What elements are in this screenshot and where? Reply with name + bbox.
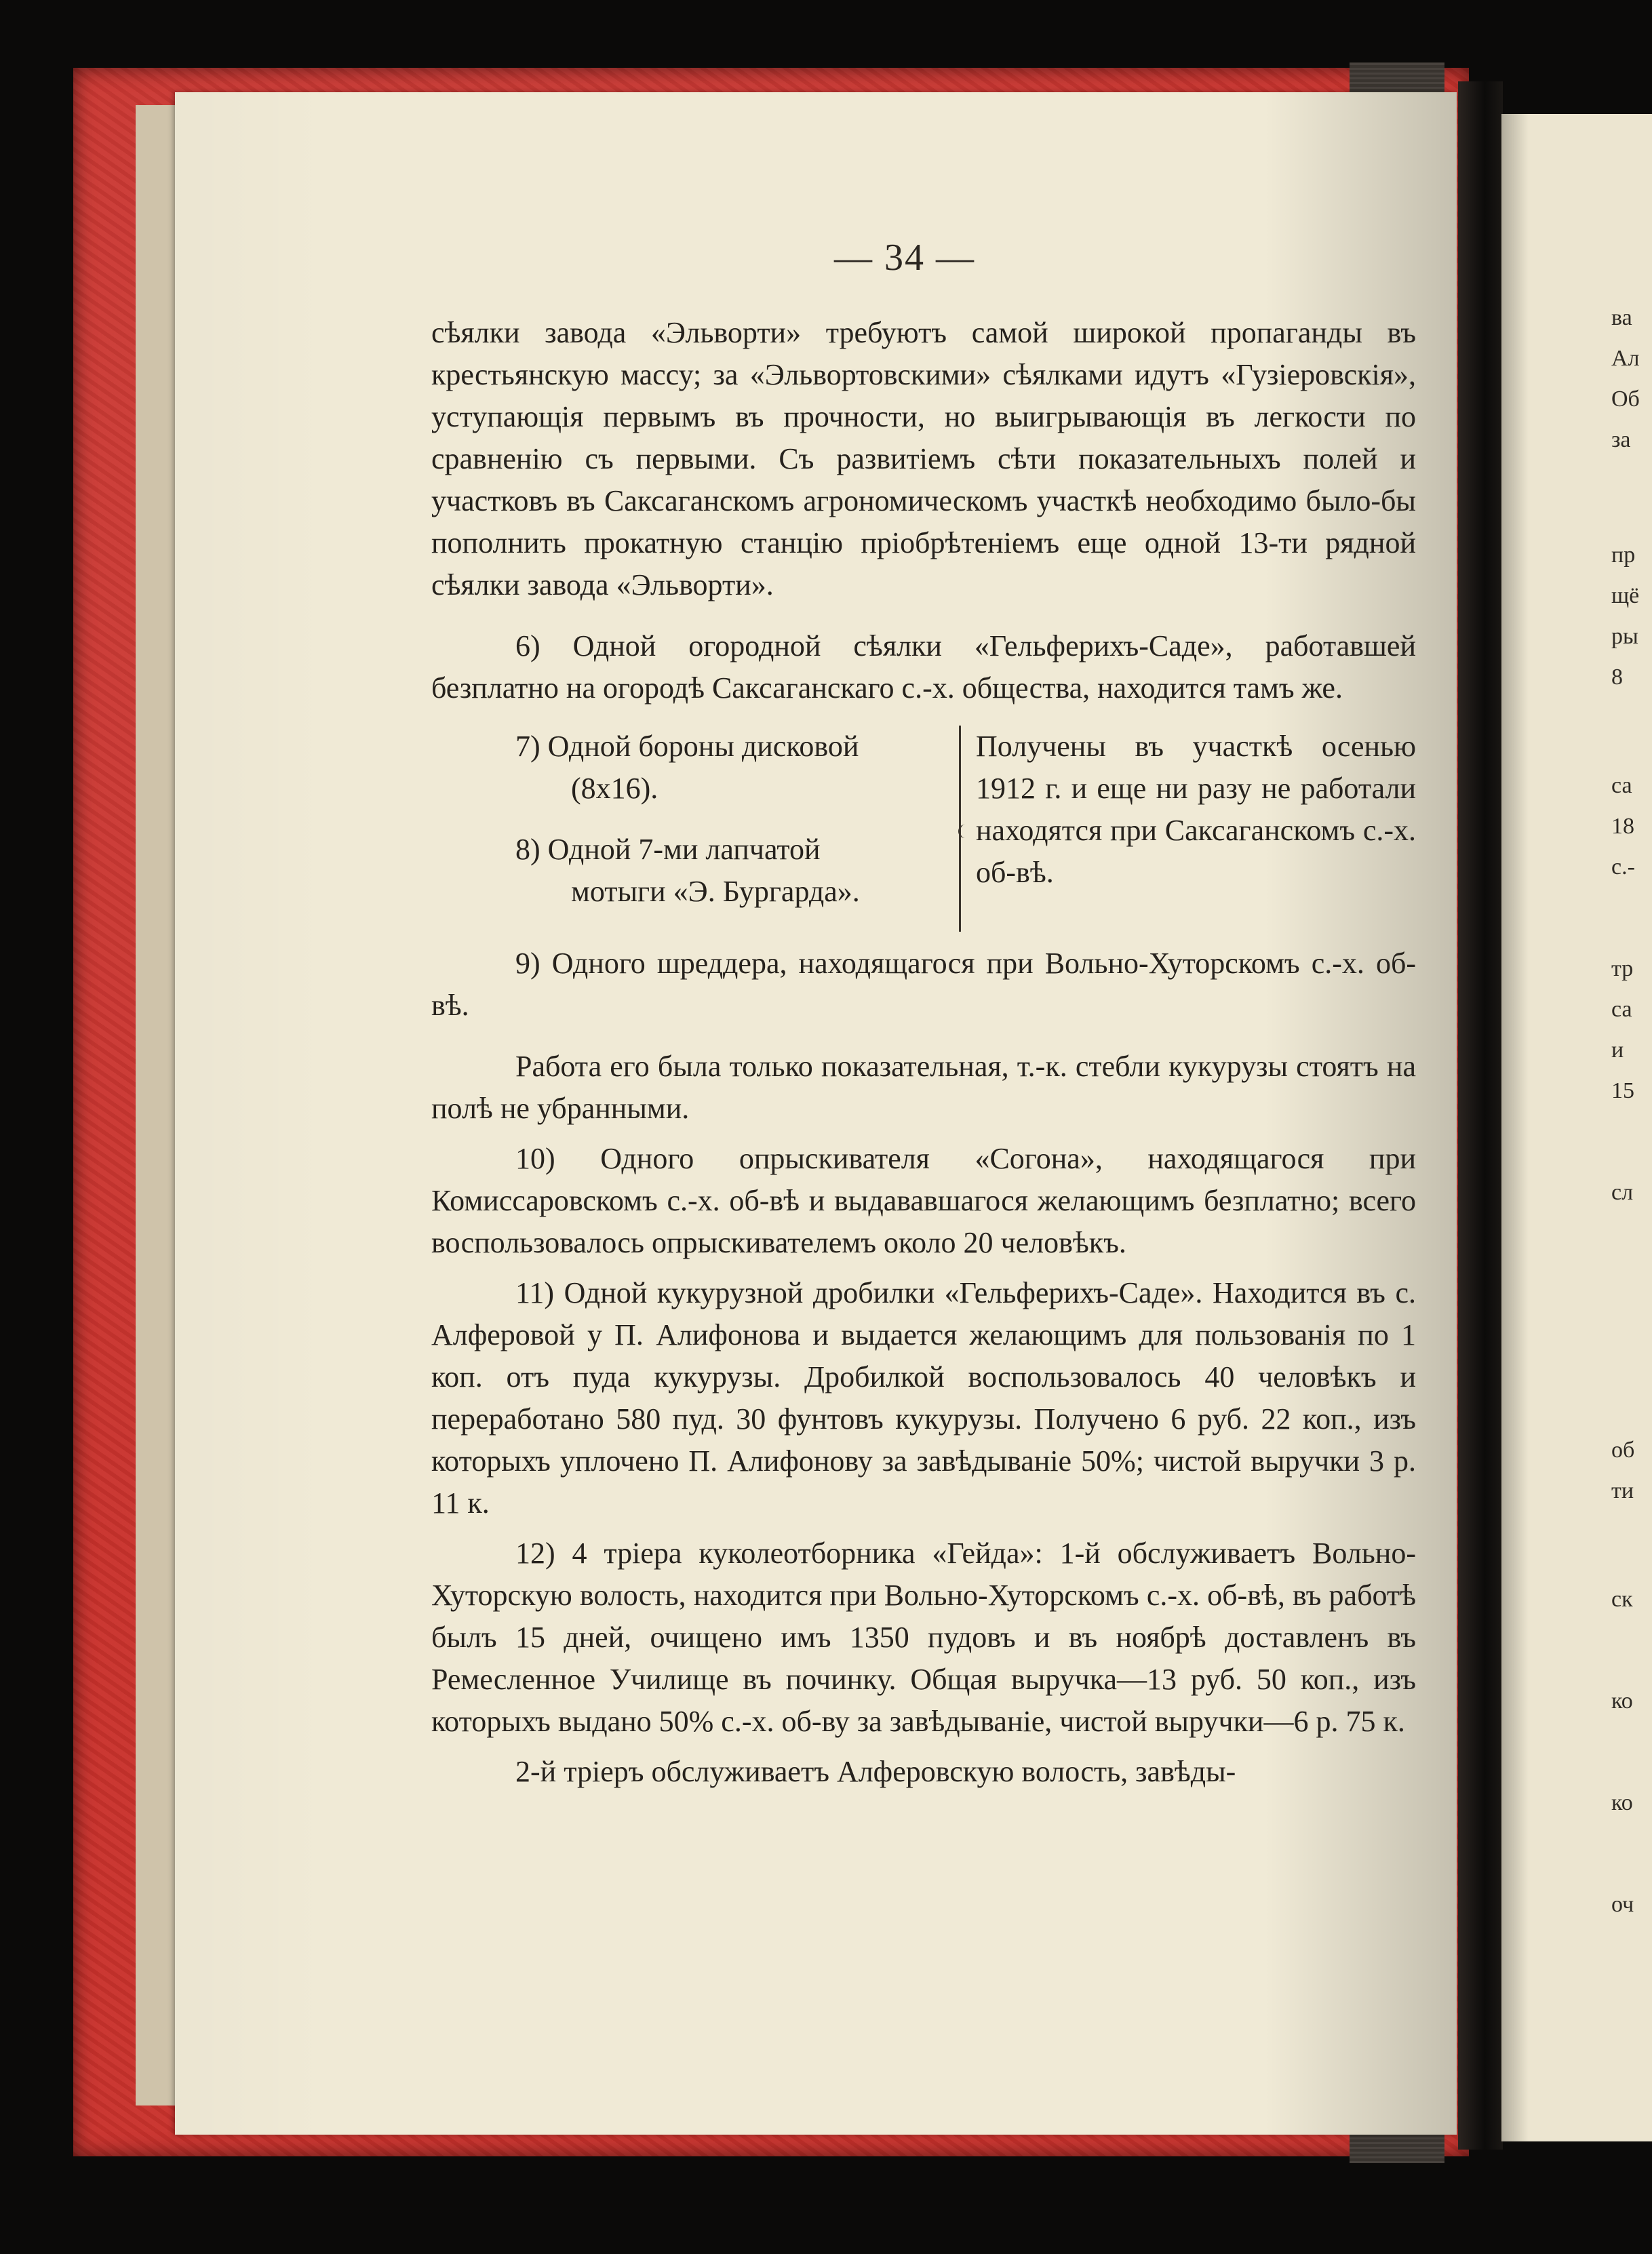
right-page-fragment: с.- (1611, 854, 1635, 879)
curly-brace (933, 726, 961, 932)
bracketed-items-left (431, 726, 933, 932)
paragraph: 2-й тріеръ обслуживаетъ Алферовскую волость, завѣды- (515, 1755, 1236, 1788)
right-page-fragment: са (1611, 997, 1632, 1022)
item-8-line: мотыги «Э. Бургарда». (571, 875, 860, 908)
right-page-fragment: ск (1611, 1587, 1633, 1612)
right-page-fragment: щё (1611, 583, 1640, 608)
right-page-fragment: ти (1611, 1478, 1634, 1503)
right-page-fragment: ва (1611, 305, 1632, 330)
item-7-line: 7) Одной бороны дисковой (515, 730, 859, 763)
paragraph: 9) Одного шреддера, находящагося при Вольно-Хуторскомъ с.-х. об-вѣ. (431, 947, 1416, 1022)
paragraph: 10) Одного опрыскивателя «Согона», находящагося при Комиссаровскомъ с.-х. об-вѣ и выдававшагося желающимъ безплатно; всего воспользовалось опрыскивателемъ около 20 человѣкъ. (431, 1142, 1416, 1259)
right-page-fragment: и (1611, 1037, 1624, 1063)
bracketed-items (431, 726, 1416, 932)
right-page (1501, 114, 1652, 2141)
item-7-line: (8х16). (571, 772, 658, 805)
right-page-fragment: Об (1611, 387, 1640, 412)
right-page-fragment: Ал (1611, 346, 1640, 371)
paragraph: 12) 4 тріера куколеотборника «Гейда»: 1-й обслуживаетъ Вольно-Хуторскую волость, находится при Вольно-Хуторскомъ с.-х. об-вѣ, въ работѣ былъ 15 дней, очищено имъ 1350 пудовъ и въ ноябрѣ доставленъ въ Ремесленное Училище въ починку. Общая выручка—13 руб. 50 коп., изъ которыхъ выдано 50% с.-х. об-ву за завѣдываніе, чистой выручки—6 р. 75 к. (431, 1537, 1416, 1738)
page-number: — 34 — (834, 237, 975, 279)
item-8-line: 8) Одной 7-ми лапчатой (515, 833, 821, 866)
right-page-fragment: пр (1611, 542, 1636, 568)
right-page-fragment: са (1611, 773, 1632, 798)
right-page-fragment: тр (1611, 956, 1634, 981)
right-page-fragment: ко (1611, 1790, 1633, 1815)
right-page-fragment: ры (1611, 624, 1638, 649)
bracketed-note (976, 726, 1416, 932)
right-page-fragment: сл (1611, 1180, 1634, 1205)
book-gutter (1458, 81, 1503, 2150)
right-page-fragment: 15 (1611, 1078, 1634, 1103)
paragraph: 6) Одной огородной сѣялки «Гельферихъ-Саде», работавшей безплатно на огородѣ Саксаганскаго с.-х. общества, находится тамъ же. (431, 629, 1416, 705)
right-page-fragment: ко (1611, 1688, 1633, 1714)
right-page-fragment: за (1611, 427, 1631, 452)
right-page-fragment: об (1611, 1438, 1635, 1463)
paragraph: сѣялки завода «Эльворти» требуютъ самой широкой пропаганды въ крестьянскую массу; за «Эльвортовскими» сѣялками идутъ «Гузіеровскія», уступающія первымъ въ прочности, но выигрывающія въ легкости по сравненію съ первыми. Съ развитіемъ сѣти показательныхъ полей и участковъ въ Саксаганскомъ агрономическомъ участкѣ необходимо было-бы пополнить прокатную станцію пріобрѣтеніемъ еще одной 13-ти рядной сѣялки завода «Эльворти». (431, 316, 1416, 601)
right-page-fragment: оч (1611, 1892, 1634, 1917)
list-item (515, 726, 933, 810)
list-item (515, 829, 933, 913)
paragraph: 11) Одной кукурузной дробилки «Гельферихъ-Саде». Находится въ с. Алферовой у П. Алифонова и выдается желающимъ для пользованія по 1 коп. отъ пуда кукурузы. Дробилкой воспользовалось 40 человѣкъ и переработано 580 пуд. 30 фунтовъ кукурузы. Получено 6 руб. 22 коп., изъ которыхъ уплочено П. Алифонову за завѣдываніе 50%; чистой выручки 3 р. 11 к. (431, 1276, 1416, 1520)
note-text: Получены въ участкѣ осенью 1912 г. и еще ни разу не работали находятся при Саксаганскомъ с.-х. об-вѣ. (976, 730, 1416, 889)
right-page-fragment: 8 (1611, 665, 1623, 690)
paragraph: Работа его была только показательная, т.-к. стебли кукурузы стоятъ на полѣ не убранными. (431, 1050, 1416, 1125)
page-text (431, 312, 1416, 1801)
right-page-fragment: 18 (1611, 814, 1634, 839)
